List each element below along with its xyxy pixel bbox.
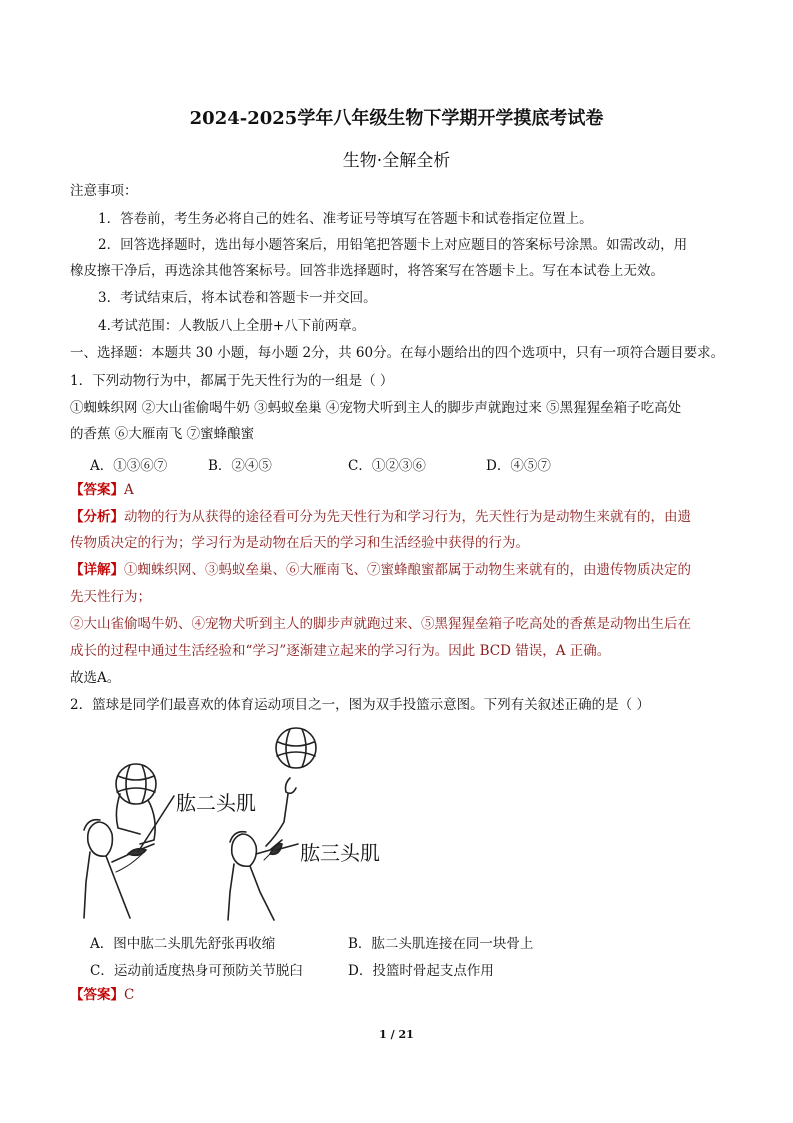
- page-title: 2024-2025学年八年级生物下学期开学摸底考试卷: [189, 108, 604, 129]
- detail-text: ②大山雀偷喝牛奶、④宠物犬听到主人的脚步声就跑过来、⑤黑猩猩垒箱子吃高处的香蕉是动物出生后在: [70, 616, 691, 632]
- option-b: B．②④⑤: [208, 458, 272, 474]
- option-d: D．④⑤⑦: [486, 458, 551, 474]
- conclusion: 故选A。: [70, 670, 121, 686]
- basketball-right-icon: [276, 728, 316, 768]
- basketball-left-icon: [116, 764, 156, 804]
- detail-line: [70, 561, 691, 579]
- notice-item: 3．考试结束后，将本试卷和答题卡一并交回。: [98, 290, 377, 306]
- detail-text: 先天性行为；: [70, 589, 151, 605]
- question-2-stem: 2．篮球是同学们最喜欢的体育运动项目之一，图为双手投篮示意图。下列有关叙述正确的是（ ）: [70, 697, 650, 713]
- analysis-line: [70, 508, 691, 526]
- analysis-text: 动物的行为从获得的途径看可分为先天性行为和学习行为，先天性行为是动物生来就有的，由遗: [124, 509, 691, 525]
- label-triceps: 肱三头肌: [300, 841, 380, 865]
- notice-item: 4.考试范围：人教版八上全册+八下前两章。: [98, 318, 366, 334]
- answer-value: C: [124, 987, 135, 1003]
- notice-item: 橡皮擦干净后，再选涂其他答案标号。回答非选择题时，将答案写在答题卡上。写在本试卷上无效。: [70, 263, 664, 279]
- answer-tag: 【答案】: [70, 482, 124, 498]
- answer-tag: 【答案】: [70, 987, 124, 1003]
- basketball-figure: [70, 722, 430, 922]
- notice-item: 1．答卷前，考生务必将自己的姓名、准考证号等填写在答题卡和试卷指定位置上。: [98, 211, 593, 227]
- option-a: A．图中肱二头肌先舒张再收缩: [90, 936, 276, 952]
- question-1-stem: 1．下列动物行为中，都属于先天性行为的一组是（ ）: [70, 373, 394, 389]
- question-1-items: ①蜘蛛织网 ②大山雀偷喝牛奶 ③蚂蚁垒巢 ④宠物犬听到主人的脚步声就跑过来 ⑤黑猩猩垒箱子吃高处: [70, 400, 682, 416]
- question-1-items-cont: 的香蕉 ⑥大雁南飞 ⑦蜜蜂酿蜜: [70, 426, 255, 442]
- option-d: D．投篮时骨起支点作用: [348, 963, 494, 979]
- page-number: 1 / 21: [379, 1028, 414, 1041]
- answer-line: [70, 481, 134, 499]
- notice-heading: 注意事项：: [70, 183, 138, 199]
- section-heading: 一、选择题：本题共 30 小题，每小题 2分，共 60分。在每小题给出的四个选项中，只有一项符合题目要求。: [70, 345, 725, 361]
- option-a: A．①③⑥⑦: [90, 458, 168, 474]
- page-subtitle: 生物·全解全析: [342, 151, 451, 171]
- analysis-text-cont: 传物质决定的行为；学习行为是动物在后天的学习和生活经验中获得的行为。: [70, 535, 529, 551]
- label-biceps: 肱二头肌: [176, 791, 256, 815]
- detail-text: ①蜘蛛织网、③蚂蚁垒巢、⑥大雁南飞、⑦蜜蜂酿蜜都属于动物生来就有的，由遗传物质决定的: [124, 562, 691, 578]
- option-c: C．①②③⑥: [348, 458, 426, 474]
- answer-value: A: [124, 482, 134, 498]
- answer-line: [70, 986, 134, 1004]
- option-c: C．运动前适度热身可预防关节脱臼: [90, 963, 303, 979]
- player-left-figure: [84, 794, 155, 918]
- muscle-biceps-shape: [128, 849, 146, 856]
- detail-tag: 【详解】: [70, 562, 124, 578]
- analysis-tag: 【分析】: [70, 509, 124, 525]
- option-b: B．肱二头肌连接在同一块骨上: [348, 936, 534, 952]
- notice-item: 2．回答选择题时，选出每小题答案后，用铅笔把答题卡上对应题目的答案标号涂黑。如需改动，用: [98, 237, 688, 253]
- detail-text: 成长的过程中通过生活经验和“学习”逐渐建立起来的学习行为。因此 BCD 错误，A 正确。: [70, 643, 611, 659]
